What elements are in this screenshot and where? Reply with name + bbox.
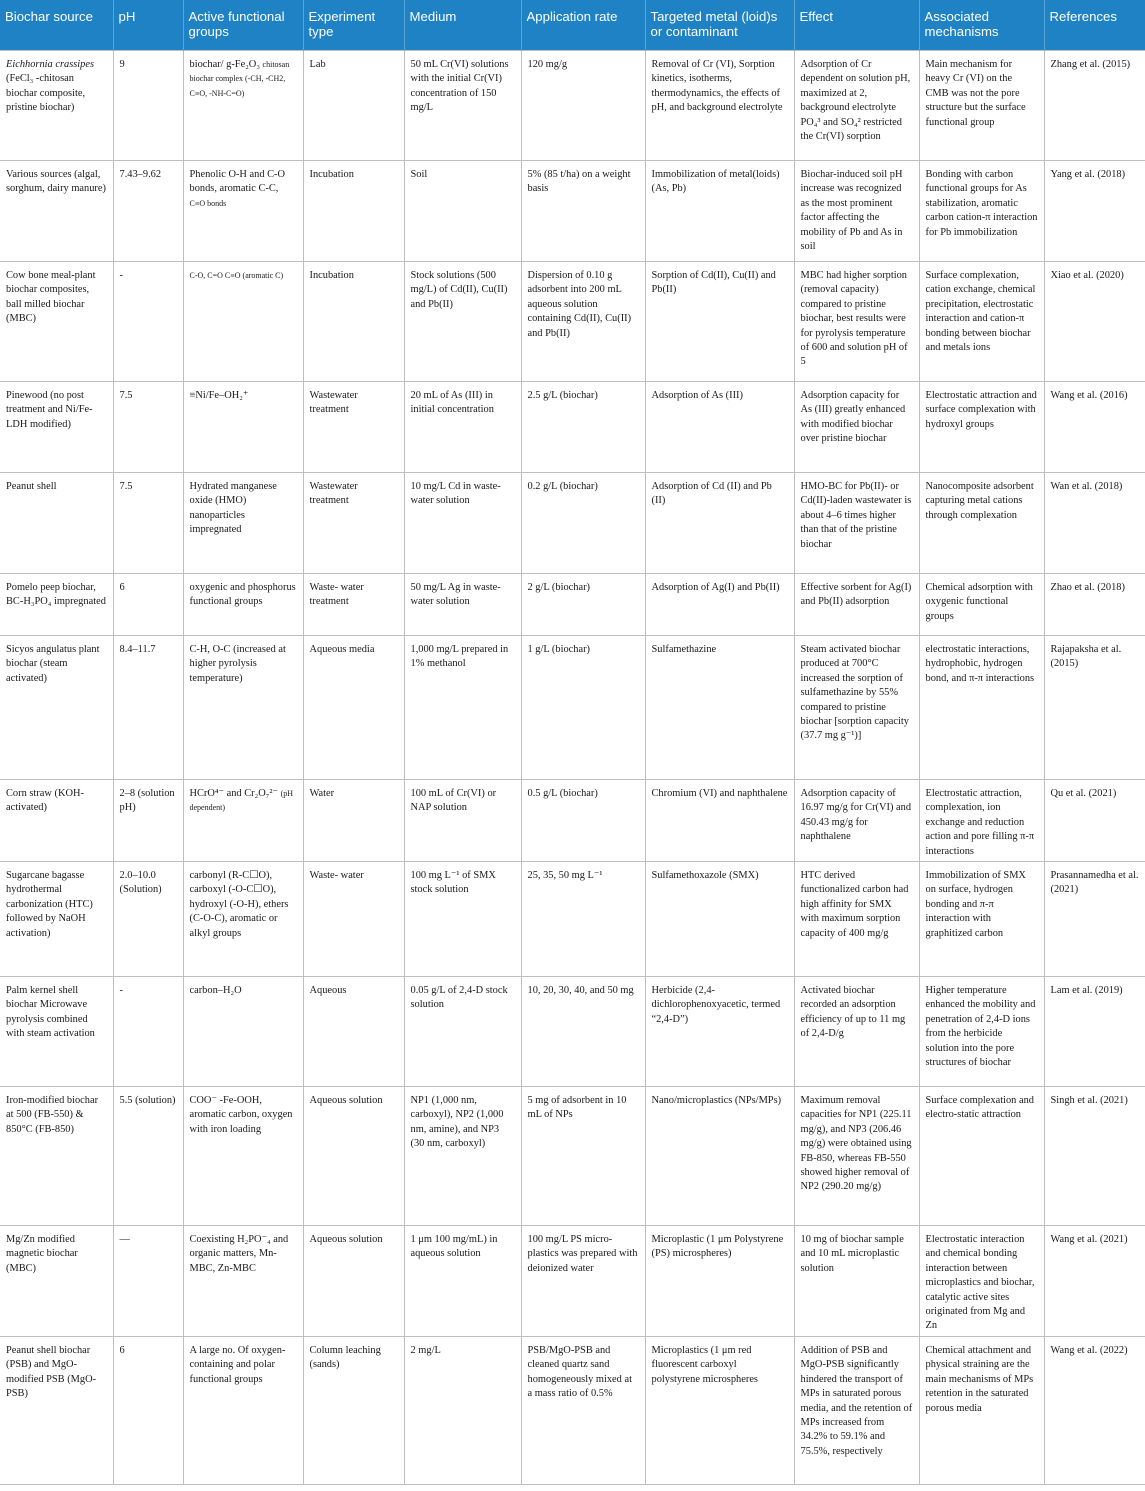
cell-medium-text: 1,000 mg/L prepared in 1% methanol (410, 644, 509, 670)
cell-groups (183, 1226, 303, 1337)
cell-medium (404, 1336, 521, 1484)
cell-reference-text: Wang et al. (2016) (1050, 390, 1128, 401)
cell-medium (404, 574, 521, 636)
cell-groups-text: biochar/ g-Fe₂O₃ (189, 59, 260, 70)
cell-target (645, 574, 794, 636)
cell-mechanisms-text: Chemical adsorption with oxygenic functional groups (925, 582, 1033, 622)
cell-effect (794, 473, 919, 574)
cell-medium (404, 382, 521, 473)
cell-groups (183, 161, 303, 262)
cell-reference (1044, 862, 1145, 977)
cell-effect-text: Maximum removal capacities for NP1 (225.11 mg/g), and NP3 (206.46 mg/g) were obtained using FB-850, whereas FB-550 showed higher removal of NP2 (290.20 mg/g) (800, 1095, 912, 1193)
cell-source-text: Peanut shell biochar (PSB) and MgO-modified PSB (MgO-PSB) (6, 1344, 97, 1400)
table-row (0, 262, 1145, 382)
cell-reference (1044, 780, 1145, 862)
cell-target (645, 862, 794, 977)
cell-ph (113, 262, 183, 382)
cell-ph-text: 7.5 (119, 481, 133, 492)
cell-medium-text: 100 mg L⁻¹ of SMX stock solution (410, 870, 496, 896)
cell-groups (183, 574, 303, 636)
cell-source-text: Cow bone meal-plant biochar composites, ball milled biochar (MBC) (6, 270, 96, 325)
cell-mechanisms-text: Chemical attachment and physical straining are the main mechanisms of MPs retention in the saturated porous media (925, 1344, 1034, 1414)
cell-groups-text: C-H, O-C (increased at higher pyrolysis temperature) (189, 644, 286, 684)
cell-target-text: Sulfamethazine (651, 644, 717, 655)
table-row (0, 780, 1145, 862)
cell-ph (113, 1336, 183, 1484)
cell-medium (404, 862, 521, 977)
cell-groups-text: Phenolic O-H and C-O bonds, aromatic C-C, (189, 169, 286, 195)
cell-ph (113, 51, 183, 161)
cell-rate-text: 25, 35, 50 mg L⁻¹ (527, 870, 603, 882)
cell-source (0, 977, 113, 1087)
cell-source (0, 262, 113, 382)
cell-experiment (303, 780, 404, 862)
header-biochar-source: Biochar source (0, 0, 113, 51)
cell-groups (183, 262, 303, 382)
cell-mechanisms (919, 780, 1044, 862)
cell-experiment (303, 382, 404, 473)
cell-target (645, 473, 794, 574)
cell-experiment (303, 161, 404, 262)
cell-source-text: Sugarcane bagasse hydrothermal carbonization (HTC) followed by NaOH activation) (6, 870, 93, 939)
cell-ph (113, 1226, 183, 1337)
cell-target-text: Herbicide (2,4-dichlorophenoxyacetic, termed “2,4-D”) (651, 985, 781, 1025)
cell-rate-text: 0.5 g/L (biochar) (527, 788, 598, 799)
cell-medium-text: 20 mL of As (III) in initial concentration (410, 390, 494, 416)
cell-mechanisms (919, 1226, 1044, 1337)
cell-medium-text: 10 mg/L Cd in waste-water solution (410, 481, 501, 507)
cell-groups-text: ≡Ni/Fe–OH₂⁺ (189, 390, 249, 401)
cell-source (0, 636, 113, 780)
cell-effect-text: Biochar-induced soil pH increase was recognized as the most prominent factor affecting the mobility of Pb and As in soil (800, 169, 903, 253)
cell-target (645, 262, 794, 382)
cell-experiment-text: Incubation (309, 270, 354, 281)
cell-rate (521, 161, 645, 262)
cell-rate (521, 977, 645, 1087)
cell-ph (113, 161, 183, 262)
cell-mechanisms (919, 977, 1044, 1087)
table-row (0, 636, 1145, 780)
cell-target (645, 1226, 794, 1337)
cell-effect (794, 382, 919, 473)
cell-target-text: Adsorption of As (III) (651, 390, 743, 401)
cell-experiment (303, 51, 404, 161)
cell-reference-text: Lam et al. (2019) (1050, 985, 1123, 997)
cell-effect (794, 977, 919, 1087)
cell-mechanisms-text: Electrostatic interaction and chemical bonding interaction between microplastics and biochar, catalytic active sites originated from Mg and Zn (925, 1234, 1035, 1332)
cell-target-text: Nano/microplastics (NPs/MPs) (651, 1095, 782, 1107)
cell-target-text: Microplastic (1 μm Polystyrene (PS) microspheres) (651, 1234, 784, 1260)
cell-effect-text: HTC derived functionalized carbon had high affinity for SMX with maximum sorption capacity of 400 mg/g (800, 870, 909, 939)
cell-mechanisms (919, 1336, 1044, 1484)
header-medium: Medium (404, 0, 521, 51)
cell-mechanisms-text: Immobilization of SMX on surface, hydrogen bonding and π-π interaction with graphitized carbon (925, 870, 1026, 939)
cell-effect-text: Adsorption of Cr dependent on solution pH, maximized at 2, background electrolyte PO₄³ and SO₄² restricted the Cr(VI) sorption (800, 59, 911, 143)
cell-rate-text: Dispersion of 0.10 g adsorbent into 200 mL aqueous solution containing Cd(II), Cu(II) and Pb(II) (527, 270, 632, 339)
cell-target (645, 977, 794, 1087)
cell-groups-text: COO⁻ -Fe-OOH, aromatic carbon, oxygen with iron loading (189, 1095, 293, 1135)
cell-ph-text: 6 (119, 1344, 125, 1356)
cell-mechanisms (919, 574, 1044, 636)
cell-mechanisms-text: electrostatic interactions, hydrophobic, hydrogen bond, and π-π interactions (925, 644, 1035, 684)
cell-ph (113, 1087, 183, 1226)
cell-effect-text: HMO-BC for Pb(II)- or Cd(II)-laden wastewater is about 4–6 times higher than that of the pristine biochar (800, 481, 912, 550)
cell-groups-detail: C-O, C=O C≡O (aromatic C) (189, 271, 284, 280)
cell-source-text: Pinewood (no post treatment and Ni/Fe-LDH modified) (6, 390, 93, 430)
cell-reference (1044, 1336, 1145, 1484)
cell-rate (521, 862, 645, 977)
cell-source-text: Peanut shell (6, 481, 57, 492)
header-target: Targeted metal (loid)s or contaminant (645, 0, 794, 51)
cell-rate-text: 5% (85 t/ha) on a weight basis (527, 169, 631, 195)
header-functional-groups: Active functional groups (183, 0, 303, 51)
cell-reference (1044, 473, 1145, 574)
cell-rate (521, 1087, 645, 1226)
cell-source-text: Corn straw (KOH-activated) (6, 788, 84, 814)
cell-reference-text: Zhao et al. (2018) (1050, 582, 1125, 593)
cell-ph-text: 5.5 (solution) (119, 1095, 176, 1107)
table-header-row (0, 0, 1145, 51)
cell-experiment (303, 574, 404, 636)
cell-source-text: Sicyos angulatus plant biochar (steam activated) (6, 644, 100, 684)
header-references: References (1044, 0, 1145, 51)
cell-medium-text: Soil (410, 169, 428, 180)
cell-medium-text: 0.05 g/L of 2,4-D stock solution (410, 985, 508, 1011)
cell-rate-text: 1 g/L (biochar) (527, 644, 591, 655)
cell-target (645, 1336, 794, 1484)
cell-source-text: Various sources (algal, sorghum, dairy manure) (6, 169, 106, 195)
cell-groups-detail: (pH dependent) (189, 789, 294, 813)
table-row (0, 977, 1145, 1087)
cell-source (0, 382, 113, 473)
cell-effect (794, 161, 919, 262)
cell-experiment (303, 1226, 404, 1337)
cell-reference (1044, 977, 1145, 1087)
cell-effect (794, 1087, 919, 1226)
cell-medium (404, 262, 521, 382)
cell-reference-text: Wang et al. (2022) (1050, 1344, 1128, 1356)
cell-medium (404, 780, 521, 862)
cell-reference-text: Zhang et al. (2015) (1050, 59, 1131, 70)
cell-effect-text: Addition of PSB and MgO-PSB significantly hindered the transport of MPs in saturated porous media, and the retention of MPs increased from 34.2% to 59.1% and 75.5%, respectively (800, 1344, 913, 1457)
cell-mechanisms (919, 1087, 1044, 1226)
cell-rate (521, 51, 645, 161)
cell-mechanisms (919, 862, 1044, 977)
cell-source (0, 1087, 113, 1226)
cell-medium-text: 50 mg/L Ag in waste-water solution (410, 582, 501, 608)
cell-target (645, 382, 794, 473)
table-row (0, 1336, 1145, 1484)
cell-target (645, 636, 794, 780)
cell-groups-text: A large no. Of oxygen-containing and polar functional groups (189, 1344, 286, 1385)
header-ph: pH (113, 0, 183, 51)
cell-target-text: Microplastics (1 μm red fluorescent carboxyl polystyrene microspheres (651, 1344, 758, 1385)
cell-groups-detail: chitosan biochar complex (-CH, -CH2, C≡O, -NH-C=O) (189, 60, 290, 98)
cell-groups (183, 51, 303, 161)
cell-mechanisms-text: Main mechanism for heavy Cr (VI) on the CMB was not the pore structure but the surface functional group (925, 59, 1026, 128)
cell-experiment-text: Waste- water (309, 870, 364, 882)
cell-medium (404, 161, 521, 262)
cell-groups (183, 1087, 303, 1226)
cell-effect-text: 10 mg of biochar sample and 10 mL microplastic solution (800, 1234, 904, 1274)
table-row (0, 161, 1145, 262)
cell-ph (113, 473, 183, 574)
cell-source-text: (FeCl₃ -chitosan biochar composite, pristine biochar) (6, 73, 86, 114)
cell-mechanisms (919, 382, 1044, 473)
cell-ph-text: - (119, 270, 123, 281)
cell-reference (1044, 262, 1145, 382)
cell-reference (1044, 636, 1145, 780)
table-row (0, 574, 1145, 636)
cell-groups-text: oxygenic and phosphorus functional groups (189, 582, 296, 608)
cell-ph (113, 780, 183, 862)
header-application-rate: Application rate (521, 0, 645, 51)
cell-groups-text: Coexisting H₂PO⁻₄ and organic matters, Mn-MBC, Zn-MBC (189, 1234, 289, 1274)
cell-target-text: Adsorption of Ag(I) and Pb(II) (651, 582, 780, 593)
cell-mechanisms-text: Bonding with carbon functional groups for As stabilization, aromatic carbon cation-π interaction for Pb immobilization (925, 169, 1038, 238)
cell-rate-text: 2.5 g/L (biochar) (527, 390, 598, 401)
cell-medium (404, 977, 521, 1087)
cell-reference-text: Wan et al. (2018) (1050, 481, 1123, 492)
cell-groups (183, 780, 303, 862)
cell-experiment (303, 1087, 404, 1226)
cell-mechanisms-text: Surface complexation, cation exchange, chemical precipitation, electrostatic interaction and cation-π bonding between biochar and metals ions (925, 270, 1036, 354)
cell-target-text: Sulfamethoxazole (SMX) (651, 870, 759, 882)
cell-experiment-text: Water (309, 788, 335, 799)
cell-source (0, 161, 113, 262)
cell-reference (1044, 1226, 1145, 1337)
cell-reference-text: Yang et al. (2018) (1050, 169, 1126, 180)
cell-source (0, 574, 113, 636)
cell-ph-text: 7.43–9.62 (119, 169, 162, 180)
cell-effect (794, 636, 919, 780)
cell-ph-text: 2–8 (solution pH) (119, 788, 175, 814)
cell-rate-text: 10, 20, 30, 40, and 50 mg (527, 985, 634, 997)
cell-effect-text: Activated biochar recorded an adsorption efficiency of up to 11 mg of 2,4-D/g (800, 985, 906, 1040)
cell-mechanisms-text: Electrostatic attraction and surface complexation with hydroxyl groups (925, 390, 1037, 430)
cell-mechanisms (919, 262, 1044, 382)
cell-source (0, 780, 113, 862)
cell-effect (794, 780, 919, 862)
cell-experiment (303, 262, 404, 382)
cell-target (645, 161, 794, 262)
table-row (0, 51, 1145, 161)
cell-ph-text: 6 (119, 582, 125, 593)
header-effect: Effect (794, 0, 919, 51)
cell-medium (404, 1226, 521, 1337)
cell-reference-text: Qu et al. (2021) (1050, 788, 1117, 799)
cell-source (0, 51, 113, 161)
cell-ph (113, 862, 183, 977)
cell-source-text: Pomelo peep biochar, BC-H₃PO₄ impregnated (6, 582, 106, 608)
cell-rate (521, 262, 645, 382)
cell-target (645, 51, 794, 161)
cell-ph (113, 977, 183, 1087)
cell-mechanisms (919, 161, 1044, 262)
cell-effect-text: Steam activated biochar produced at 700°C increased the sorption of sulfamethazine by 55% compared to pristine biochar [sorption capacity (37.7 mg g⁻¹)] (800, 644, 909, 742)
cell-medium (404, 51, 521, 161)
cell-ph (113, 574, 183, 636)
cell-effect-text: Adsorption capacity for As (III) greatly enhanced with modified biochar over pristine biochar (800, 390, 906, 445)
cell-mechanisms-text: Higher temperature enhanced the mobility and penetration of 2,4-D ions from the herbicide solution into the pore structures of biochar (925, 985, 1036, 1069)
cell-reference (1044, 161, 1145, 262)
cell-ph (113, 636, 183, 780)
cell-experiment-text: Column leaching (sands) (309, 1344, 381, 1371)
cell-rate-text: 5 mg of adsorbent in 10 mL of NPs (527, 1095, 627, 1121)
cell-effect (794, 1336, 919, 1484)
cell-rate-text: 100 mg/L PS micro-plastics was prepared with deionized water (527, 1234, 638, 1274)
cell-ph-text: 9 (119, 59, 125, 70)
cell-experiment (303, 862, 404, 977)
cell-medium (404, 636, 521, 780)
cell-reference (1044, 51, 1145, 161)
cell-rate (521, 574, 645, 636)
cell-rate (521, 1336, 645, 1484)
cell-rate (521, 473, 645, 574)
header-experiment-type: Experiment type (303, 0, 404, 51)
cell-source-text: Iron-modified biochar at 500 (FB-550) & 850°C (FB-850) (6, 1095, 99, 1135)
cell-target-text: Immobilization of metal(loids) (As, Pb) (651, 169, 780, 195)
cell-rate-text: 0.2 g/L (biochar) (527, 481, 598, 492)
cell-experiment-text: Aqueous media (309, 644, 375, 655)
cell-target-text: Sorption of Cd(II), Cu(II) and Pb(II) (651, 270, 776, 296)
cell-reference-text: Prasannamedha et al. (2021) (1050, 870, 1139, 896)
cell-reference-text: Wang et al. (2021) (1050, 1234, 1128, 1246)
cell-rate-text: 2 g/L (biochar) (527, 582, 591, 593)
table-row (0, 862, 1145, 977)
cell-medium-text: 100 mL of Cr(VI) or NAP solution (410, 788, 497, 814)
cell-effect (794, 262, 919, 382)
cell-source-text: Palm kernel shell biochar Microwave pyrolysis combined with steam activation (6, 985, 95, 1040)
cell-ph-text: 8.4–11.7 (119, 644, 156, 655)
table-row (0, 382, 1145, 473)
cell-rate (521, 636, 645, 780)
cell-experiment-text: Wastewater treatment (309, 481, 358, 507)
cell-groups (183, 862, 303, 977)
cell-target-text: Adsorption of Cd (II) and Pb (II) (651, 481, 772, 507)
cell-effect-text: Effective sorbent for Ag(I) and Pb(II) adsorption (800, 582, 912, 608)
cell-experiment-text: Aqueous solution (309, 1234, 383, 1246)
cell-groups (183, 1336, 303, 1484)
cell-mechanisms (919, 636, 1044, 780)
cell-reference-text: Xiao et al. (2020) (1050, 270, 1124, 281)
cell-rate-text: 120 mg/g (527, 59, 568, 70)
cell-mechanisms (919, 51, 1044, 161)
cell-groups-detail: C≡O bonds (189, 198, 227, 208)
cell-experiment-text: Waste- water treatment (309, 582, 364, 608)
cell-experiment-text: Wastewater treatment (309, 390, 358, 416)
cell-experiment (303, 473, 404, 574)
cell-source (0, 862, 113, 977)
cell-source (0, 1336, 113, 1484)
cell-medium-text: Stock solutions (500 mg/L) of Cd(II), Cu(II) and Pb(II) (410, 270, 508, 310)
cell-effect (794, 574, 919, 636)
cell-medium-text: 50 mL Cr(VI) solutions with the initial Cr(VI) concentration of 150 mg/L (410, 59, 509, 114)
cell-rate (521, 382, 645, 473)
cell-experiment-text: Aqueous solution (309, 1095, 383, 1107)
cell-target (645, 780, 794, 862)
cell-reference-text: Singh et al. (2021) (1050, 1095, 1128, 1107)
cell-effect (794, 1226, 919, 1337)
header-mechanisms: Associated mechanisms (919, 0, 1044, 51)
cell-medium (404, 1087, 521, 1226)
cell-groups-text: HCrO⁴⁻ and Cr₂O₇²⁻ (189, 788, 278, 799)
table-row (0, 1226, 1145, 1337)
cell-medium-text: NP1 (1,000 nm, carboxyl), NP2 (1,000 nm, amine), and NP3 (30 nm, carboxyl) (410, 1095, 504, 1150)
cell-groups (183, 636, 303, 780)
cell-mechanisms (919, 473, 1044, 574)
cell-experiment (303, 636, 404, 780)
cell-mechanisms-text: Nanocomposite adsorbent capturing metal cations through complexation (925, 481, 1034, 521)
cell-groups-text: carbon–H₂O (189, 985, 242, 997)
cell-medium (404, 473, 521, 574)
cell-rate (521, 780, 645, 862)
cell-groups-text: carbonyl (R-C☐O), carboxyl (-O-C☐O), hydroxyl (-O-H), ethers (C-O-C), aromatic or alkyl groups (189, 870, 289, 939)
cell-effect (794, 862, 919, 977)
cell-effect-text: Adsorption capacity of 16.97 mg/g for Cr(VI) and 450.43 mg/g for naphthalene (800, 788, 912, 843)
cell-mechanisms-text: Surface complexation and electro-static attraction (925, 1095, 1034, 1121)
cell-groups (183, 473, 303, 574)
table-row (0, 1087, 1145, 1226)
cell-reference (1044, 1087, 1145, 1226)
cell-experiment (303, 977, 404, 1087)
species-name: Eichhornia crassipes (6, 59, 95, 70)
cell-effect-text: MBC had higher sorption (removal capacity) compared to pristine biochar, best results were for pyrolysis temperature of 600 and solution pH of 5 (800, 270, 908, 368)
cell-ph-text: - (119, 985, 123, 997)
cell-mechanisms-text: Electrostatic attraction, complexation, ion exchange and reduction action and pore filling π-π interactions (925, 788, 1035, 857)
cell-effect (794, 51, 919, 161)
cell-reference-text: Rajapaksha et al. (2015) (1050, 644, 1122, 670)
cell-reference (1044, 574, 1145, 636)
cell-target (645, 1087, 794, 1226)
cell-ph-text: — (119, 1234, 130, 1246)
cell-groups (183, 382, 303, 473)
cell-groups-text: Hydrated manganese oxide (HMO) nanoparticles impregnated (189, 481, 277, 536)
cell-source (0, 473, 113, 574)
cell-experiment (303, 1336, 404, 1484)
cell-ph-text: 2.0–10.0 (Solution) (119, 870, 162, 896)
cell-target-text: Chromium (VI) and naphthalene (651, 788, 788, 799)
cell-ph-text: 7.5 (119, 390, 133, 401)
cell-source-text: Mg/Zn modified magnetic biochar (MBC) (6, 1234, 78, 1274)
cell-medium-text: 2 mg/L (410, 1344, 441, 1356)
cell-groups (183, 977, 303, 1087)
cell-target-text: Removal of Cr (VI), Sorption kinetics, isotherms, thermodynamics, the effects of pH, and background electrolyte (651, 59, 783, 114)
cell-rate (521, 1226, 645, 1337)
cell-experiment-text: Aqueous (309, 985, 347, 997)
cell-source (0, 1226, 113, 1337)
cell-medium-text: 1 μm 100 mg/mL) in aqueous solution (410, 1234, 498, 1260)
cell-experiment-text: Incubation (309, 169, 354, 180)
table-row (0, 473, 1145, 574)
cell-rate-text: PSB/MgO-PSB and cleaned quartz sand homogeneously mixed at a mass ratio of 0.5% (527, 1344, 632, 1400)
cell-reference (1044, 382, 1145, 473)
cell-ph (113, 382, 183, 473)
cell-experiment-text: Lab (309, 59, 326, 70)
